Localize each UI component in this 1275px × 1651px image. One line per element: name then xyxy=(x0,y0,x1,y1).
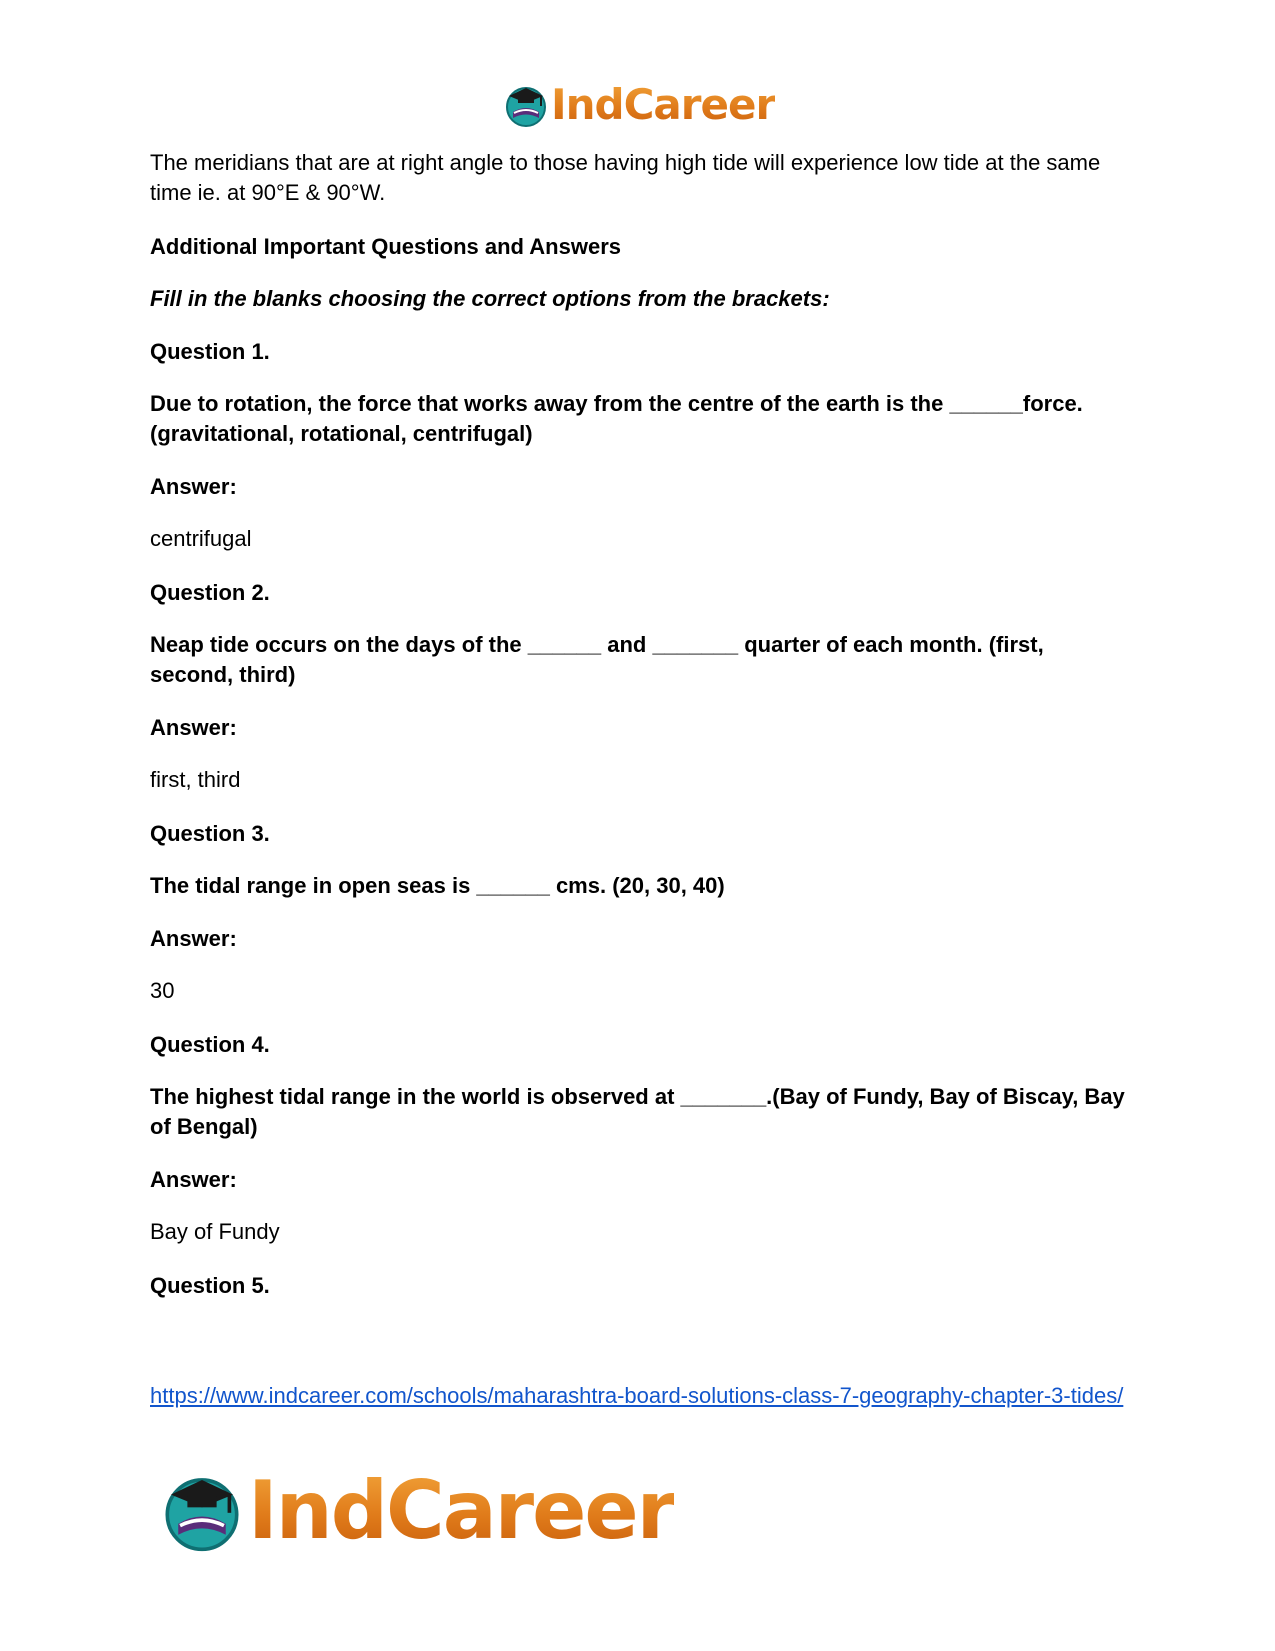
question-label: Question 2. xyxy=(150,580,270,605)
question-label: Question 1. xyxy=(150,339,270,364)
question-label: Question 5. xyxy=(150,1273,270,1298)
answer-label: Answer: xyxy=(150,926,237,951)
logo-wordmark: IndCareer xyxy=(248,1464,675,1557)
answer-text: 30 xyxy=(150,978,175,1003)
source-url-link[interactable]: https://www.indcareer.com/schools/maharashtra-board-solutions-class-7-geography-chapter-3-tides/ xyxy=(150,1383,1124,1408)
instruction-text: Fill in the blanks choosing the correct options from the brackets: xyxy=(150,286,830,311)
answer-text: first, third xyxy=(150,767,241,792)
footer-logo xyxy=(160,1466,674,1556)
section-title: Additional Important Questions and Answers xyxy=(150,234,622,259)
globe-graduation-cap-book-icon xyxy=(160,1469,244,1553)
question-text: The highest tidal range in the world is observed at _______.(Bay of Fundy, Bay of Biscay, Bay of Bengal) xyxy=(150,1084,1125,1139)
answer-text: centrifugal xyxy=(150,526,252,551)
intro-paragraph: The meridians that are at right angle to those having high tide will experience low tide at the same time ie. at 90°E & 90°W. xyxy=(150,150,1101,205)
question-text: Neap tide occurs on the days of the ______ and _______ quarter of each month. (first, second, third) xyxy=(150,632,1044,687)
logo-wordmark: IndCareer xyxy=(551,80,776,129)
question-text: Due to rotation, the force that works away from the centre of the earth is the ______force. (gravitational, rotational, centrifugal) xyxy=(150,391,1083,446)
globe-graduation-cap-book-icon xyxy=(503,82,549,128)
answer-label: Answer: xyxy=(150,1167,237,1192)
header-logo xyxy=(503,80,775,130)
question-label: Question 4. xyxy=(150,1032,270,1057)
answer-text: Bay of Fundy xyxy=(150,1219,280,1244)
question-text: The tidal range in open seas is ______ cms. (20, 30, 40) xyxy=(150,873,725,898)
document-body xyxy=(150,148,1130,1301)
answer-label: Answer: xyxy=(150,715,237,740)
question-label: Question 3. xyxy=(150,821,270,846)
answer-label: Answer: xyxy=(150,474,237,499)
footer-url-container xyxy=(150,1378,1130,1414)
